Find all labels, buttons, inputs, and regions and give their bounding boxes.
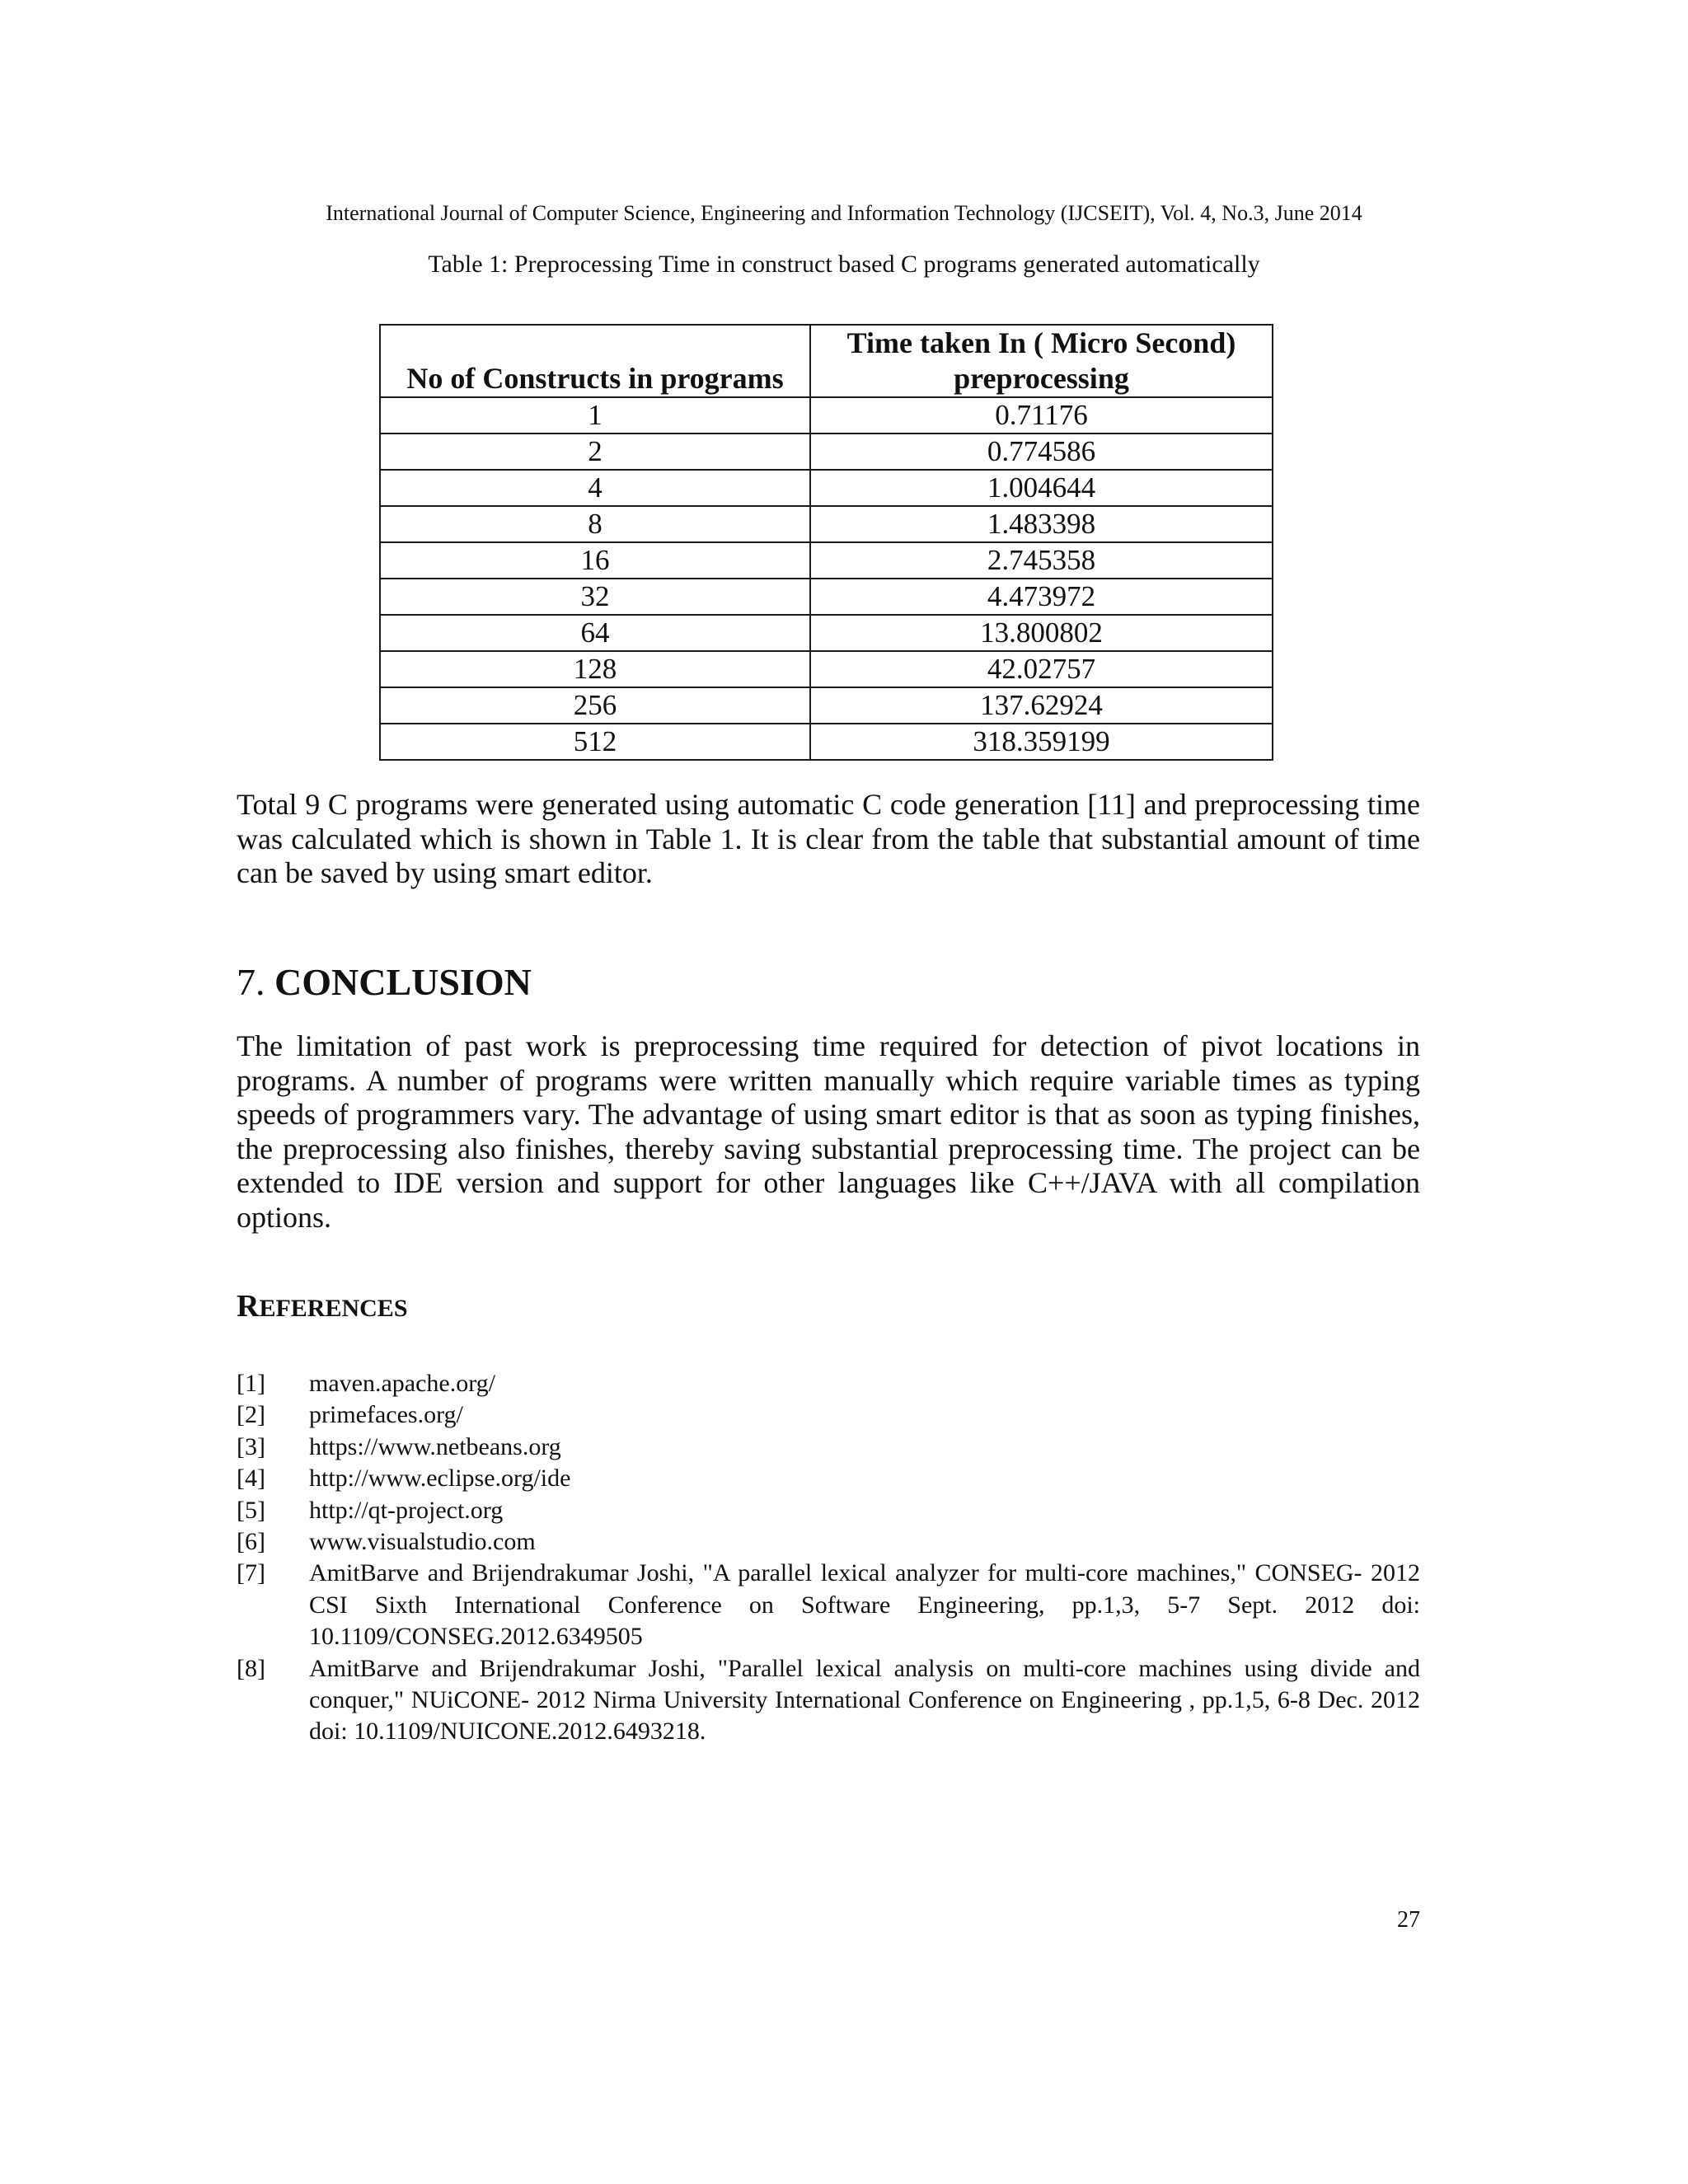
table-row <box>380 615 1273 651</box>
table-row <box>380 724 1273 760</box>
cell-time: 4.473972 <box>810 579 1273 615</box>
cell-constructs: 16 <box>380 542 810 579</box>
reference-number: [7] <box>237 1559 265 1587</box>
cell-constructs: 1 <box>380 397 810 434</box>
cell-constructs: 512 <box>380 724 810 760</box>
references-heading <box>237 1287 408 1328</box>
cell-constructs: 8 <box>380 506 810 542</box>
reference-link[interactable]: http://www.eclipse.org/ide <box>309 1465 571 1493</box>
table-row <box>380 506 1273 542</box>
reference-item <box>237 1526 1420 1558</box>
page-number: 27 <box>1397 1907 1420 1933</box>
table-header-row <box>380 325 1273 397</box>
reference-item <box>237 1368 1420 1399</box>
table-row <box>380 470 1273 506</box>
reference-item <box>237 1463 1420 1494</box>
running-head: International Journal of Computer Science, Engineering and Information Technology (IJCSEIT), Vol. 4, No.3, June 2014 <box>326 201 1362 225</box>
table-row <box>380 687 1273 724</box>
references-heading-initial: R <box>237 1289 260 1324</box>
reference-link[interactable]: https://www.netbeans.org <box>309 1432 561 1460</box>
references-heading-rest: EFERENCES <box>259 1295 408 1322</box>
cell-constructs: 4 <box>380 470 810 506</box>
conclusion-paragraph: The limitation of past work is preprocessing time required for detection of pivot locations in programs. A number of programs were written manually which require variable times as typing speeds of programmers vary. The advantage of using smart editor is that as soon as typing finishes, the preprocessing also finishes, thereby saving substantial preprocessing time. The project can be extended to IDE version and support for other languages like C++/JAVA with all compilation options. <box>237 1029 1420 1234</box>
reference-link[interactable]: www.visualstudio.com <box>309 1528 536 1556</box>
reference-number: [3] <box>237 1432 265 1460</box>
section-title: CONCLUSION <box>274 961 532 1003</box>
reference-number: [1] <box>237 1370 265 1397</box>
reference-item <box>237 1432 1420 1463</box>
table-row <box>380 397 1273 434</box>
cell-time: 0.774586 <box>810 434 1273 470</box>
reference-item <box>237 1495 1420 1526</box>
cell-time: 1.483398 <box>810 506 1273 542</box>
table-row <box>380 434 1273 470</box>
cell-constructs: 64 <box>380 615 810 651</box>
reference-list <box>237 1368 1420 1748</box>
cell-time: 1.004644 <box>810 470 1273 506</box>
table-row <box>380 542 1273 579</box>
cell-constructs: 128 <box>380 651 810 687</box>
reference-link[interactable]: maven.apache.org/ <box>309 1370 496 1397</box>
reference-text: AmitBarve and Brijendrakumar Joshi, "Parallel lexical analysis on multi-core machines using divide and conquer," NUiCONE- 2012 Nirma University International Conference on Engineering , pp.1,5, 6-8 Dec. 2012 doi: 10.1109/NUICONE.2012.6493218. <box>309 1654 1420 1746</box>
reference-number: [4] <box>237 1465 265 1493</box>
reference-number: [5] <box>237 1496 265 1524</box>
section-number: 7. <box>237 961 265 1003</box>
cell-constructs: 256 <box>380 687 810 724</box>
table-caption: Table 1: Preprocessing Time in construct based C programs generated automatically <box>428 251 1260 278</box>
cell-time: 318.359199 <box>810 724 1273 760</box>
cell-time: 13.800802 <box>810 615 1273 651</box>
cell-constructs: 32 <box>380 579 810 615</box>
cell-time: 2.745358 <box>810 542 1273 579</box>
cell-time: 137.62924 <box>810 687 1273 724</box>
reference-number: [8] <box>237 1654 265 1682</box>
cell-time: 42.02757 <box>810 651 1273 687</box>
reference-number: [2] <box>237 1401 265 1429</box>
cell-time: 0.71176 <box>810 397 1273 434</box>
section-heading-conclusion <box>237 959 532 1005</box>
header-constructs: No of Constructs in programs <box>380 325 810 397</box>
table-row <box>380 579 1273 615</box>
table-row <box>380 651 1273 687</box>
results-paragraph: Total 9 C programs were generated using automatic C code generation [11] and preprocessing time was calculated which is shown in Table 1. It is clear from the table that substantial amount of time can be saved by using smart editor. <box>237 788 1420 889</box>
reference-text: AmitBarve and Brijendrakumar Joshi, "A parallel lexical analyzer for multi-core machines," CONSEG- 2012 CSI Sixth International Conference on Software Engineering, pp.1,3, 5-7 Sept. 2012 doi: 10.1109/CONSEG.2012.6349505 <box>309 1559 1420 1651</box>
reference-item <box>237 1558 1420 1652</box>
cell-constructs: 2 <box>380 434 810 470</box>
reference-link[interactable]: http://qt-project.org <box>309 1496 504 1524</box>
header-time: Time taken In ( Micro Second) preprocessing <box>810 325 1273 397</box>
reference-item <box>237 1653 1420 1748</box>
reference-number: [6] <box>237 1528 265 1556</box>
preprocessing-time-table <box>379 324 1273 761</box>
reference-link[interactable]: primefaces.org/ <box>309 1401 463 1429</box>
reference-item <box>237 1399 1420 1431</box>
